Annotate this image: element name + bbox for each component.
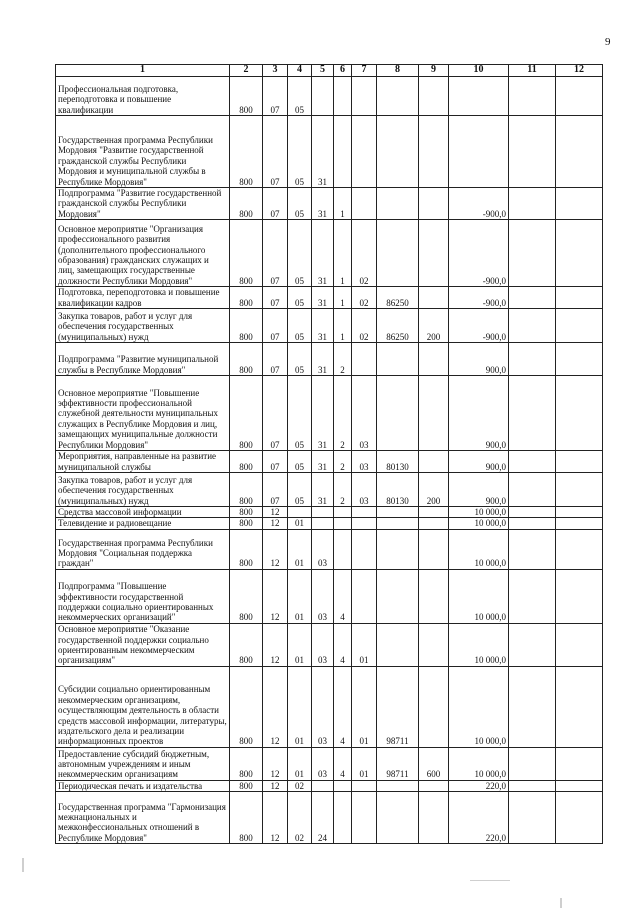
cell-direction [377, 507, 419, 518]
table-row [56, 77, 603, 116]
cell-subprogram [334, 518, 352, 529]
cell-col11 [509, 376, 556, 451]
cell-program: 31 [312, 309, 334, 343]
cell-program: 31 [312, 116, 334, 188]
cell-direction [377, 220, 419, 287]
cell-col12 [556, 507, 603, 518]
cell-col12 [556, 309, 603, 343]
cell-direction [377, 569, 419, 623]
table-row [56, 666, 603, 747]
row-description: Подпрограмма "Развитие государственной гражданской службы Республики Мордовия" [56, 188, 230, 220]
cell-amount: -900,0 [449, 188, 509, 220]
cell-subsection: 01 [288, 747, 312, 780]
cell-expense-type [419, 188, 449, 220]
row-description: Мероприятия, направленные на развитие муниципальной службы [56, 451, 230, 473]
cell-program: 31 [312, 220, 334, 287]
scan-artifact [22, 858, 24, 872]
cell-section: 12 [263, 747, 288, 780]
cell-direction: 80130 [377, 451, 419, 473]
cell-subsection: 05 [288, 473, 312, 507]
cell-subprogram: 1 [334, 188, 352, 220]
cell-amount [449, 116, 509, 188]
cell-section: 07 [263, 287, 288, 309]
cell-subsection: 01 [288, 623, 312, 666]
column-header: 9 [419, 65, 449, 77]
cell-activity: 01 [352, 666, 377, 747]
cell-section: 07 [263, 188, 288, 220]
cell-activity [352, 77, 377, 116]
cell-amount: 10 000,0 [449, 529, 509, 569]
cell-ministry: 800 [230, 473, 263, 507]
cell-section: 07 [263, 220, 288, 287]
column-header: 7 [352, 65, 377, 77]
cell-section: 12 [263, 569, 288, 623]
cell-amount: 10 000,0 [449, 747, 509, 780]
cell-direction: 86250 [377, 309, 419, 343]
cell-activity: 03 [352, 473, 377, 507]
cell-subprogram: 4 [334, 569, 352, 623]
row-description: Государственная программа "Гармонизация межнациональных и межконфессиональных отношений в Республике Мордовия" [56, 792, 230, 844]
cell-col11 [509, 77, 556, 116]
cell-amount: 10 000,0 [449, 623, 509, 666]
cell-ministry: 800 [230, 747, 263, 780]
cell-col12 [556, 220, 603, 287]
cell-activity: 03 [352, 376, 377, 451]
cell-program: 31 [312, 188, 334, 220]
table-row [56, 569, 603, 623]
cell-activity: 02 [352, 220, 377, 287]
cell-program: 31 [312, 376, 334, 451]
cell-col12 [556, 666, 603, 747]
row-description: Основное мероприятие "Повышение эффективности профессиональной служебной деятельности муниципальных служащих в Республике Мордовия и лиц, замещающих муниципальные должности Республики Мордовия" [56, 376, 230, 451]
cell-direction: 98711 [377, 666, 419, 747]
cell-ministry: 800 [230, 77, 263, 116]
cell-activity [352, 518, 377, 529]
cell-ministry: 800 [230, 220, 263, 287]
cell-col12 [556, 518, 603, 529]
table-row [56, 473, 603, 507]
cell-subprogram [334, 792, 352, 844]
page-number: 9 [605, 36, 611, 48]
row-description: Закупка товаров, работ и услуг для обеспечения государственных (муниципальных) нужд [56, 473, 230, 507]
row-description: Телевидение и радиовещание [56, 518, 230, 529]
cell-subprogram: 2 [334, 451, 352, 473]
cell-section: 07 [263, 309, 288, 343]
table-row [56, 287, 603, 309]
table-row [56, 747, 603, 780]
table-row [56, 529, 603, 569]
column-header: 8 [377, 65, 419, 77]
cell-section: 12 [263, 507, 288, 518]
column-header: 1 [56, 65, 230, 77]
cell-ministry: 800 [230, 376, 263, 451]
cell-col12 [556, 473, 603, 507]
column-header: 2 [230, 65, 263, 77]
cell-subsection: 01 [288, 666, 312, 747]
cell-ministry: 800 [230, 116, 263, 188]
cell-subprogram [334, 507, 352, 518]
cell-col12 [556, 747, 603, 780]
cell-subprogram [334, 77, 352, 116]
cell-subprogram [334, 529, 352, 569]
cell-subsection: 02 [288, 780, 312, 791]
cell-section: 07 [263, 376, 288, 451]
table-row [56, 309, 603, 343]
cell-ministry: 800 [230, 666, 263, 747]
cell-amount [449, 77, 509, 116]
cell-col11 [509, 220, 556, 287]
cell-program: 31 [312, 473, 334, 507]
cell-col11 [509, 451, 556, 473]
cell-col11 [509, 343, 556, 376]
cell-subprogram: 1 [334, 287, 352, 309]
cell-subprogram: 2 [334, 376, 352, 451]
row-description: Основное мероприятие "Оказание государственной поддержки социально ориентированным некоммерческим организациям" [56, 623, 230, 666]
cell-subprogram: 1 [334, 220, 352, 287]
cell-activity: 01 [352, 623, 377, 666]
row-description: Средства массовой информации [56, 507, 230, 518]
cell-expense-type [419, 287, 449, 309]
row-description: Закупка товаров, работ и услуг для обеспечения государственных (муниципальных) нужд [56, 309, 230, 343]
cell-direction [377, 188, 419, 220]
cell-expense-type [419, 343, 449, 376]
table-row [56, 376, 603, 451]
cell-ministry: 800 [230, 792, 263, 844]
cell-subsection: 05 [288, 77, 312, 116]
column-header: 11 [509, 65, 556, 77]
cell-col12 [556, 376, 603, 451]
cell-subsection: 05 [288, 343, 312, 376]
column-header: 12 [556, 65, 603, 77]
cell-section: 07 [263, 343, 288, 376]
cell-ministry: 800 [230, 569, 263, 623]
cell-activity [352, 529, 377, 569]
cell-direction [377, 518, 419, 529]
cell-program: 03 [312, 666, 334, 747]
cell-direction [377, 792, 419, 844]
cell-section: 07 [263, 116, 288, 188]
cell-direction: 80130 [377, 473, 419, 507]
cell-program: 31 [312, 287, 334, 309]
cell-subprogram [334, 116, 352, 188]
column-header: 6 [334, 65, 352, 77]
cell-program [312, 77, 334, 116]
row-description: Предоставление субсидий бюджетным, автономным учреждениям и иным некоммерческим организациям [56, 747, 230, 780]
row-description: Государственная программа Республики Мордовия "Социальная поддержка граждан" [56, 529, 230, 569]
cell-direction [377, 623, 419, 666]
cell-col12 [556, 623, 603, 666]
row-description: Подпрограмма "Повышение эффективности государственной поддержки социально ориентированных некоммерческих организаций" [56, 569, 230, 623]
cell-expense-type [419, 623, 449, 666]
cell-activity: 01 [352, 747, 377, 780]
cell-subprogram [334, 780, 352, 791]
cell-program: 31 [312, 451, 334, 473]
column-header: 10 [449, 65, 509, 77]
column-header: 5 [312, 65, 334, 77]
cell-subprogram: 2 [334, 343, 352, 376]
cell-direction: 98711 [377, 747, 419, 780]
cell-col11 [509, 529, 556, 569]
table-row [56, 507, 603, 518]
cell-section: 07 [263, 451, 288, 473]
cell-activity [352, 116, 377, 188]
cell-amount: 10 000,0 [449, 666, 509, 747]
cell-activity [352, 507, 377, 518]
cell-subsection: 01 [288, 518, 312, 529]
cell-expense-type: 200 [419, 473, 449, 507]
cell-ministry: 800 [230, 623, 263, 666]
row-description: Профессиональная подготовка, переподготовка и повышение квалификации [56, 77, 230, 116]
cell-amount: -900,0 [449, 309, 509, 343]
cell-activity [352, 343, 377, 376]
cell-col12 [556, 116, 603, 188]
table-row [56, 116, 603, 188]
row-description: Подпрограмма "Развитие муниципальной службы в Республике Мордовия" [56, 343, 230, 376]
cell-expense-type [419, 77, 449, 116]
cell-program: 03 [312, 747, 334, 780]
cell-col11 [509, 747, 556, 780]
cell-subsection: 02 [288, 792, 312, 844]
row-description: Периодическая печать и издательства [56, 780, 230, 791]
cell-section: 12 [263, 666, 288, 747]
cell-subprogram: 2 [334, 473, 352, 507]
cell-direction [377, 116, 419, 188]
row-description: Основное мероприятие "Организация профессионального развития (дополнительного профессионального образования) гражданских служащих и лиц, замещающих государственные должности Республики Мордовия" [56, 220, 230, 287]
cell-program: 03 [312, 569, 334, 623]
cell-amount: 10 000,0 [449, 507, 509, 518]
row-description: Субсидии социально ориентированным некоммерческим организациям, осуществляющим деятельность в области средств массовой информации, литературы, издательского дела и реализации информационных проектов [56, 666, 230, 747]
cell-col11 [509, 287, 556, 309]
table-row [56, 451, 603, 473]
cell-section: 12 [263, 780, 288, 791]
cell-activity [352, 188, 377, 220]
cell-expense-type [419, 220, 449, 287]
cell-col12 [556, 451, 603, 473]
cell-col12 [556, 77, 603, 116]
cell-section: 12 [263, 792, 288, 844]
cell-ministry: 800 [230, 529, 263, 569]
cell-ministry: 800 [230, 780, 263, 791]
cell-direction [377, 780, 419, 791]
table-row [56, 343, 603, 376]
cell-amount: 220,0 [449, 792, 509, 844]
cell-subprogram: 4 [334, 747, 352, 780]
cell-col12 [556, 343, 603, 376]
cell-amount: 900,0 [449, 343, 509, 376]
cell-col12 [556, 792, 603, 844]
table-row [56, 780, 603, 791]
cell-col11 [509, 507, 556, 518]
cell-col12 [556, 529, 603, 569]
cell-amount: 10 000,0 [449, 569, 509, 623]
cell-subsection: 01 [288, 569, 312, 623]
cell-col12 [556, 188, 603, 220]
cell-col12 [556, 287, 603, 309]
cell-expense-type [419, 451, 449, 473]
cell-col11 [509, 188, 556, 220]
cell-subsection: 05 [288, 116, 312, 188]
cell-expense-type [419, 529, 449, 569]
cell-program [312, 518, 334, 529]
cell-section: 12 [263, 529, 288, 569]
cell-col11 [509, 623, 556, 666]
cell-amount: 10 000,0 [449, 518, 509, 529]
table-row [56, 220, 603, 287]
cell-col11 [509, 518, 556, 529]
cell-activity: 02 [352, 287, 377, 309]
cell-direction [377, 343, 419, 376]
cell-subprogram: 4 [334, 623, 352, 666]
cell-direction: 86250 [377, 287, 419, 309]
cell-expense-type [419, 376, 449, 451]
cell-expense-type [419, 507, 449, 518]
cell-section: 07 [263, 77, 288, 116]
table-row [56, 188, 603, 220]
cell-expense-type [419, 518, 449, 529]
cell-col11 [509, 792, 556, 844]
cell-amount: 900,0 [449, 451, 509, 473]
cell-subsection: 05 [288, 309, 312, 343]
cell-program [312, 780, 334, 791]
cell-col11 [509, 473, 556, 507]
cell-section: 12 [263, 623, 288, 666]
cell-amount: -900,0 [449, 220, 509, 287]
cell-ministry: 800 [230, 451, 263, 473]
cell-program: 03 [312, 529, 334, 569]
cell-activity: 02 [352, 309, 377, 343]
cell-subprogram: 4 [334, 666, 352, 747]
cell-expense-type [419, 116, 449, 188]
cell-direction [377, 77, 419, 116]
cell-ministry: 800 [230, 188, 263, 220]
cell-col11 [509, 309, 556, 343]
cell-program: 31 [312, 343, 334, 376]
cell-direction [377, 529, 419, 569]
cell-col11 [509, 666, 556, 747]
cell-col12 [556, 780, 603, 791]
cell-ministry: 800 [230, 518, 263, 529]
cell-activity [352, 792, 377, 844]
cell-expense-type [419, 792, 449, 844]
cell-ministry: 800 [230, 309, 263, 343]
cell-col11 [509, 569, 556, 623]
cell-section: 07 [263, 473, 288, 507]
cell-subsection: 05 [288, 188, 312, 220]
cell-expense-type: 600 [419, 747, 449, 780]
cell-subsection: 05 [288, 287, 312, 309]
scan-artifact [560, 898, 562, 908]
cell-activity: 03 [352, 451, 377, 473]
table-row [56, 518, 603, 529]
cell-activity [352, 780, 377, 791]
column-header: 3 [263, 65, 288, 77]
cell-ministry: 800 [230, 287, 263, 309]
cell-activity [352, 569, 377, 623]
table-header-row [56, 65, 603, 77]
cell-amount: 900,0 [449, 473, 509, 507]
column-header: 4 [288, 65, 312, 77]
cell-amount: 900,0 [449, 376, 509, 451]
cell-subprogram: 1 [334, 309, 352, 343]
cell-section: 12 [263, 518, 288, 529]
cell-program: 03 [312, 623, 334, 666]
table-row [56, 792, 603, 844]
budget-table [55, 64, 603, 844]
cell-amount: 220,0 [449, 780, 509, 791]
cell-subsection: 05 [288, 376, 312, 451]
cell-col12 [556, 569, 603, 623]
cell-subsection: 01 [288, 529, 312, 569]
cell-expense-type [419, 780, 449, 791]
table-row [56, 623, 603, 666]
cell-expense-type [419, 666, 449, 747]
cell-col11 [509, 116, 556, 188]
cell-col11 [509, 780, 556, 791]
cell-subsection [288, 507, 312, 518]
cell-ministry: 800 [230, 507, 263, 518]
cell-amount: -900,0 [449, 287, 509, 309]
cell-program: 24 [312, 792, 334, 844]
cell-subsection: 05 [288, 220, 312, 287]
cell-ministry: 800 [230, 343, 263, 376]
cell-direction [377, 376, 419, 451]
scan-artifact [470, 880, 510, 881]
row-description: Подготовка, переподготовка и повышение квалификации кадров [56, 287, 230, 309]
cell-expense-type [419, 569, 449, 623]
cell-program [312, 507, 334, 518]
cell-subsection: 05 [288, 451, 312, 473]
cell-expense-type: 200 [419, 309, 449, 343]
row-description: Государственная программа Республики Мордовия "Развитие государственной гражданской службы Республики Мордовия и муниципальной службы в Республике Мордовия" [56, 116, 230, 188]
